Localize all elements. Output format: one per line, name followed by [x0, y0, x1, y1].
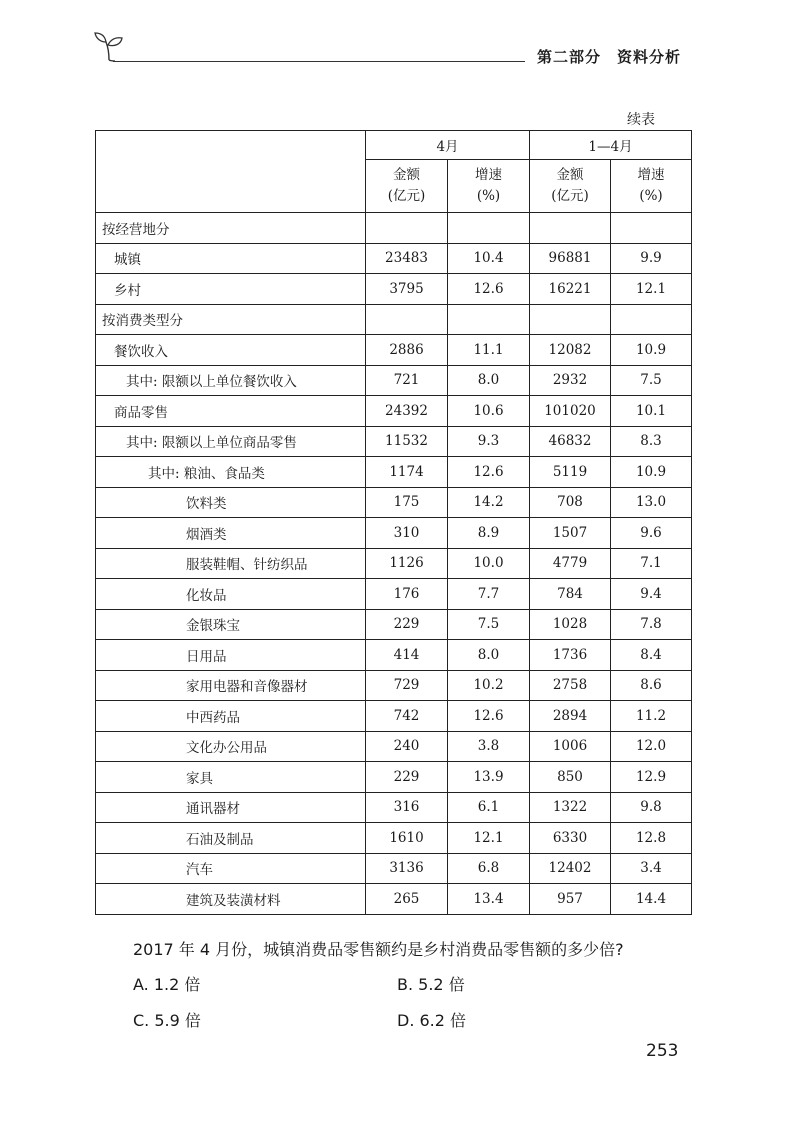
cell-value: 46832 — [530, 426, 611, 457]
cell-value: 14.2 — [448, 487, 530, 518]
row-label: 饮料类 — [96, 487, 366, 518]
col-header-growth — [448, 160, 530, 213]
cell-value: 7.1 — [611, 548, 692, 579]
cell-value: 176 — [366, 579, 448, 610]
cell-value: 12.1 — [611, 274, 692, 305]
cell-value: 957 — [530, 884, 611, 915]
option-text: 6.2 倍 — [419, 1011, 467, 1030]
corner-cell — [96, 131, 366, 213]
col-header-line1: 金额 — [556, 167, 584, 183]
cell-value — [366, 304, 448, 335]
table-row — [96, 548, 692, 579]
cell-value: 10.6 — [448, 396, 530, 427]
cell-value: 96881 — [530, 243, 611, 274]
cell-value: 10.9 — [611, 457, 692, 488]
cell-value — [611, 304, 692, 335]
col-header-amount — [530, 160, 611, 213]
question-text: 2017 年 4 月份，城镇消费品零售额约是乡村消费品零售额的多少倍? — [133, 940, 624, 959]
page-header — [0, 0, 800, 80]
cell-value — [530, 213, 611, 244]
table-row — [96, 518, 692, 549]
cell-value: 12082 — [530, 335, 611, 366]
row-label: 家具 — [96, 762, 366, 793]
cell-value: 8.0 — [448, 640, 530, 671]
cell-value: 10.1 — [611, 396, 692, 427]
row-label: 日用品 — [96, 640, 366, 671]
option-c — [133, 1008, 201, 1031]
cell-value: 6.8 — [448, 853, 530, 884]
continued-table-label: 续表 — [627, 112, 655, 128]
table-row — [96, 884, 692, 915]
table-row — [96, 853, 692, 884]
cell-value: 1174 — [366, 457, 448, 488]
row-label: 其中: 限额以上单位商品零售 — [96, 426, 366, 457]
cell-value: 3136 — [366, 853, 448, 884]
cell-value: 1126 — [366, 548, 448, 579]
cell-value: 316 — [366, 792, 448, 823]
cell-value: 265 — [366, 884, 448, 915]
col-header-growth — [611, 160, 692, 213]
table-row — [96, 426, 692, 457]
cell-value: 1507 — [530, 518, 611, 549]
row-label: 按经营地分 — [96, 213, 366, 244]
cell-value: 24392 — [366, 396, 448, 427]
cell-value: 229 — [366, 609, 448, 640]
sprout-icon — [92, 30, 126, 64]
cell-value: 708 — [530, 487, 611, 518]
cell-value: 9.6 — [611, 518, 692, 549]
table-row — [96, 670, 692, 701]
cell-value: 1610 — [366, 823, 448, 854]
table-row — [96, 396, 692, 427]
option-text: 5.2 倍 — [418, 975, 465, 994]
cell-value: 8.0 — [448, 365, 530, 396]
cell-value: 1006 — [530, 731, 611, 762]
row-label: 按消费类型分 — [96, 304, 366, 335]
cell-value: 3.4 — [611, 853, 692, 884]
row-label: 乡村 — [96, 274, 366, 305]
table-row — [96, 243, 692, 274]
cell-value: 850 — [530, 762, 611, 793]
cell-value: 11532 — [366, 426, 448, 457]
cell-value — [611, 213, 692, 244]
period-april: 4月 — [366, 131, 530, 160]
cell-value: 1322 — [530, 792, 611, 823]
cell-value: 742 — [366, 701, 448, 732]
page-number: 253 — [646, 1041, 679, 1061]
cell-value — [366, 213, 448, 244]
cell-value: 13.0 — [611, 487, 692, 518]
table-row — [96, 792, 692, 823]
cell-value: 175 — [366, 487, 448, 518]
table-row — [96, 640, 692, 671]
cell-value: 8.9 — [448, 518, 530, 549]
option-letter: D. — [397, 1011, 415, 1030]
table-row — [96, 762, 692, 793]
table-row — [96, 701, 692, 732]
cell-value: 414 — [366, 640, 448, 671]
cell-value — [530, 304, 611, 335]
cell-value: 10.0 — [448, 548, 530, 579]
cell-value: 7.5 — [448, 609, 530, 640]
table-row — [96, 579, 692, 610]
cell-value: 7.5 — [611, 365, 692, 396]
cell-value: 9.8 — [611, 792, 692, 823]
table-row — [96, 609, 692, 640]
col-header-line1: 增速 — [475, 167, 502, 183]
col-header-line2: (%) — [639, 188, 663, 204]
option-b — [397, 972, 465, 995]
row-label: 城镇 — [96, 243, 366, 274]
cell-value: 8.4 — [611, 640, 692, 671]
cell-value: 2932 — [530, 365, 611, 396]
row-label: 化妆品 — [96, 579, 366, 610]
option-text: 1.2 倍 — [153, 975, 201, 994]
row-label: 餐饮收入 — [96, 335, 366, 366]
col-header-amount — [366, 160, 448, 213]
option-letter: A. — [133, 975, 149, 994]
cell-value: 12402 — [530, 853, 611, 884]
cell-value: 12.6 — [448, 457, 530, 488]
cell-value: 14.4 — [611, 884, 692, 915]
row-label: 文化办公用品 — [96, 731, 366, 762]
row-label: 金银珠宝 — [96, 609, 366, 640]
col-header-line1: 增速 — [637, 167, 665, 183]
table-row — [96, 365, 692, 396]
cell-value: 9.4 — [611, 579, 692, 610]
table-row — [96, 274, 692, 305]
table-row — [96, 823, 692, 854]
option-letter: B. — [397, 975, 414, 994]
option-text: 5.9 倍 — [154, 1011, 201, 1030]
cell-value: 12.0 — [611, 731, 692, 762]
cell-value: 4779 — [530, 548, 611, 579]
row-label: 烟酒类 — [96, 518, 366, 549]
table-row — [96, 213, 692, 244]
row-label: 建筑及装潢材料 — [96, 884, 366, 915]
table-row — [96, 457, 692, 488]
col-header-line2: (亿元) — [551, 188, 589, 204]
cell-value: 10.9 — [611, 335, 692, 366]
row-label: 服装鞋帽、针纺织品 — [96, 548, 366, 579]
cell-value: 23483 — [366, 243, 448, 274]
cell-value: 10.2 — [448, 670, 530, 701]
cell-value: 729 — [366, 670, 448, 701]
cell-value: 310 — [366, 518, 448, 549]
cell-value: 10.4 — [448, 243, 530, 274]
cell-value: 784 — [530, 579, 611, 610]
cell-value: 3795 — [366, 274, 448, 305]
retail-sales-table — [95, 130, 692, 915]
option-d — [397, 1008, 466, 1031]
cell-value: 721 — [366, 365, 448, 396]
row-label: 汽车 — [96, 853, 366, 884]
option-a — [133, 972, 200, 995]
cell-value: 8.3 — [611, 426, 692, 457]
cell-value: 6.1 — [448, 792, 530, 823]
row-label: 家用电器和音像器材 — [96, 670, 366, 701]
col-header-line2: (%) — [476, 188, 501, 204]
cell-value: 9.3 — [448, 426, 530, 457]
cell-value: 12.9 — [611, 762, 692, 793]
cell-value: 6330 — [530, 823, 611, 854]
table-row — [96, 304, 692, 335]
cell-value: 3.8 — [448, 731, 530, 762]
option-letter: C. — [133, 1011, 150, 1030]
cell-value: 229 — [366, 762, 448, 793]
row-label: 石油及制品 — [96, 823, 366, 854]
cell-value: 8.6 — [611, 670, 692, 701]
cell-value — [448, 304, 530, 335]
cell-value: 13.4 — [448, 884, 530, 915]
cell-value: 2894 — [530, 701, 611, 732]
table-row — [96, 731, 692, 762]
cell-value: 5119 — [530, 457, 611, 488]
cell-value: 7.7 — [448, 579, 530, 610]
cell-value — [448, 213, 530, 244]
cell-value: 13.9 — [448, 762, 530, 793]
cell-value: 11.1 — [448, 335, 530, 366]
col-header-line2: (亿元) — [387, 188, 426, 204]
table-row — [96, 335, 692, 366]
section-title: 第二部分 资料分析 — [537, 48, 682, 66]
cell-value: 12.6 — [448, 274, 530, 305]
cell-value: 240 — [366, 731, 448, 762]
row-label: 中西药品 — [96, 701, 366, 732]
cell-value: 12.1 — [448, 823, 530, 854]
period-jan-apr: 1—4月 — [530, 131, 692, 160]
cell-value: 1736 — [530, 640, 611, 671]
row-label: 其中: 粮油、食品类 — [96, 457, 366, 488]
cell-value: 9.9 — [611, 243, 692, 274]
cell-value: 12.6 — [448, 701, 530, 732]
cell-value: 2758 — [530, 670, 611, 701]
cell-value: 12.8 — [611, 823, 692, 854]
row-label: 商品零售 — [96, 396, 366, 427]
cell-value: 11.2 — [611, 701, 692, 732]
cell-value: 16221 — [530, 274, 611, 305]
row-label: 其中: 限额以上单位餐饮收入 — [96, 365, 366, 396]
period-header-row — [96, 131, 692, 160]
table-row — [96, 487, 692, 518]
col-header-line1: 金额 — [393, 167, 420, 183]
cell-value: 1028 — [530, 609, 611, 640]
cell-value: 7.8 — [611, 609, 692, 640]
cell-value: 101020 — [530, 396, 611, 427]
row-label: 通讯器材 — [96, 792, 366, 823]
cell-value: 2886 — [366, 335, 448, 366]
header-rule — [113, 61, 525, 62]
